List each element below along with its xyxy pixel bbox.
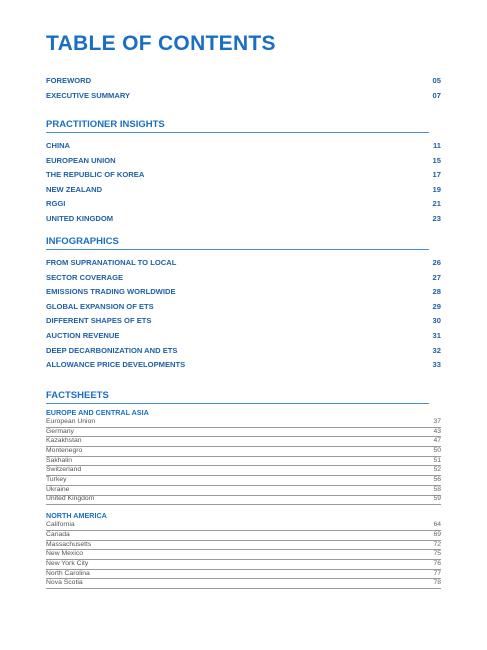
factsheets-section bbox=[46, 390, 441, 589]
factsheet-entry-label: Switzerland bbox=[46, 466, 82, 474]
factsheet-entry-page: 78 bbox=[433, 579, 441, 587]
toc-entry-label: NEW ZEALAND bbox=[46, 184, 103, 194]
toc-entry-label: THE REPUBLIC OF KOREA bbox=[46, 170, 145, 180]
factsheet-entry-label: Canada bbox=[46, 530, 70, 538]
factsheet-entry-page: 64 bbox=[433, 521, 441, 529]
toc-entry-label: EUROPEAN UNION bbox=[46, 155, 116, 165]
toc-entry[interactable] bbox=[46, 360, 441, 375]
factsheet-entry[interactable] bbox=[46, 447, 441, 457]
factsheet-entry[interactable] bbox=[46, 486, 441, 496]
toc-entry-page: 30 bbox=[432, 316, 441, 326]
factsheet-entry-page: 59 bbox=[433, 495, 441, 503]
toc-entry[interactable] bbox=[46, 331, 441, 346]
toc-entry-page: 15 bbox=[432, 155, 441, 165]
factsheet-entry-label: Massachusetts bbox=[46, 540, 92, 548]
factsheet-entry-page: 69 bbox=[433, 530, 441, 538]
factsheet-entry-page: 50 bbox=[433, 447, 441, 455]
toc-entry-label: SECTOR COVERAGE bbox=[46, 272, 124, 282]
factsheet-entry-label: North Carolina bbox=[46, 569, 90, 577]
toc-entry[interactable] bbox=[46, 287, 441, 302]
infographics-section bbox=[46, 236, 441, 375]
page-title: TABLE OF CONTENTS bbox=[46, 32, 276, 55]
section-heading: PRACTITIONER INSIGHTS bbox=[46, 119, 429, 133]
toc-entry-page: 19 bbox=[432, 184, 441, 194]
toc-entry-page: 31 bbox=[432, 330, 441, 340]
factsheet-entry-page: 51 bbox=[433, 456, 441, 464]
factsheet-entry-label: New Mexico bbox=[46, 550, 84, 558]
factsheet-entry-page: 72 bbox=[433, 540, 441, 548]
factsheet-entry-label: California bbox=[46, 521, 75, 529]
toc-entry-page: 05 bbox=[432, 76, 441, 85]
toc-entry-label: DIFFERENT SHAPES OF ETS bbox=[46, 316, 152, 326]
toc-entry-label: ALLOWANCE PRICE DEVELOPMENTS bbox=[46, 360, 186, 370]
section-heading: INFOGRAPHICS bbox=[46, 236, 429, 250]
toc-entry-page: 28 bbox=[432, 287, 441, 297]
toc-entry[interactable] bbox=[46, 214, 441, 229]
factsheet-entry[interactable] bbox=[46, 521, 441, 531]
factsheet-entry[interactable] bbox=[46, 476, 441, 486]
toc-entry-label: FOREWORD bbox=[46, 76, 92, 85]
factsheet-entry[interactable] bbox=[46, 579, 441, 589]
factsheet-entry[interactable] bbox=[46, 466, 441, 476]
toc-entry[interactable] bbox=[46, 185, 441, 200]
factsheet-entry[interactable] bbox=[46, 531, 441, 541]
toc-entry-page: 07 bbox=[432, 90, 441, 100]
toc-entry[interactable] bbox=[46, 316, 441, 331]
toc-entry-page: 17 bbox=[432, 170, 441, 180]
factsheet-entry[interactable] bbox=[46, 496, 441, 506]
factsheet-entry[interactable] bbox=[46, 560, 441, 570]
toc-entry-label: EXECUTIVE SUMMARY bbox=[46, 90, 131, 100]
toc-entry-label: CHINA bbox=[46, 141, 71, 150]
toc-entry[interactable] bbox=[46, 302, 441, 317]
toc-entry-page: 27 bbox=[432, 272, 441, 282]
factsheet-entry-label: Germany bbox=[46, 427, 74, 435]
toc-entry-label: GLOBAL EXPANSION OF ETS bbox=[46, 301, 154, 311]
toc-entry[interactable] bbox=[46, 273, 441, 288]
toc-entry[interactable] bbox=[46, 258, 441, 273]
factsheet-entry-label: Montenegro bbox=[46, 447, 83, 455]
factsheet-group-heading: NORTH AMERICA bbox=[46, 511, 107, 521]
toc-entry-page: 21 bbox=[432, 199, 441, 209]
toc-entry[interactable] bbox=[46, 156, 441, 171]
factsheet-entry-label: Nova Scotia bbox=[46, 579, 83, 587]
factsheet-entry-page: 56 bbox=[433, 476, 441, 484]
practitioner-section bbox=[46, 119, 441, 229]
factsheet-entry[interactable] bbox=[46, 428, 441, 438]
factsheet-entry-page: 58 bbox=[433, 485, 441, 493]
factsheet-entry-page: 75 bbox=[433, 550, 441, 558]
intro-section bbox=[46, 76, 441, 105]
toc-entry-label: EMISSIONS TRADING WORLDWIDE bbox=[46, 287, 176, 297]
factsheet-group-heading: EUROPE AND CENTRAL ASIA bbox=[46, 408, 149, 417]
factsheet-entry-label: New York City bbox=[46, 559, 89, 567]
toc-entry[interactable] bbox=[46, 346, 441, 361]
toc-entry[interactable] bbox=[46, 141, 441, 156]
toc-entry-page: 11 bbox=[432, 141, 441, 150]
factsheet-entry[interactable] bbox=[46, 457, 441, 467]
toc-entry-executive-summary[interactable] bbox=[46, 91, 441, 106]
factsheet-entry-page: 77 bbox=[433, 569, 441, 577]
factsheet-entry-page: 52 bbox=[433, 466, 441, 474]
toc-entry-label: AUCTION REVENUE bbox=[46, 330, 120, 340]
toc-entry[interactable] bbox=[46, 170, 441, 185]
section-heading: FACTSHEETS bbox=[46, 390, 429, 404]
factsheet-entry-page: 47 bbox=[433, 437, 441, 445]
toc-entry-foreword[interactable] bbox=[46, 76, 441, 91]
toc-entry-label: FROM SUPRANATIONAL TO LOCAL bbox=[46, 258, 177, 267]
factsheet-entry[interactable] bbox=[46, 550, 441, 560]
toc-entry-page: 26 bbox=[432, 258, 441, 267]
factsheet-entry-label: United Kingdom bbox=[46, 495, 95, 503]
factsheet-entry[interactable] bbox=[46, 437, 441, 447]
toc-entry-page: 29 bbox=[432, 301, 441, 311]
factsheet-entry-label: Ukraine bbox=[46, 485, 70, 493]
factsheet-entry-label: Kazakhstan bbox=[46, 437, 82, 445]
factsheet-entry[interactable] bbox=[46, 418, 441, 428]
toc-entry-page: 32 bbox=[432, 345, 441, 355]
toc-entry-page: 23 bbox=[432, 213, 441, 223]
toc-entry-label: DEEP DECARBONIZATION AND ETS bbox=[46, 345, 178, 355]
factsheet-entry[interactable] bbox=[46, 570, 441, 580]
factsheet-entry-page: 43 bbox=[433, 427, 441, 435]
factsheet-entry-page: 37 bbox=[433, 417, 441, 425]
toc-entry-label: RGGI bbox=[46, 199, 66, 209]
factsheet-entry-label: European Union bbox=[46, 417, 96, 425]
toc-entry-label: UNITED KINGDOM bbox=[46, 213, 114, 223]
factsheet-entry[interactable] bbox=[46, 541, 441, 551]
factsheet-entry-label: Turkey bbox=[46, 476, 67, 484]
toc-entry[interactable] bbox=[46, 199, 441, 214]
factsheet-entry-page: 76 bbox=[433, 559, 441, 567]
factsheet-entry-label: Sakhalin bbox=[46, 456, 73, 464]
toc-entry-page: 33 bbox=[432, 360, 441, 370]
